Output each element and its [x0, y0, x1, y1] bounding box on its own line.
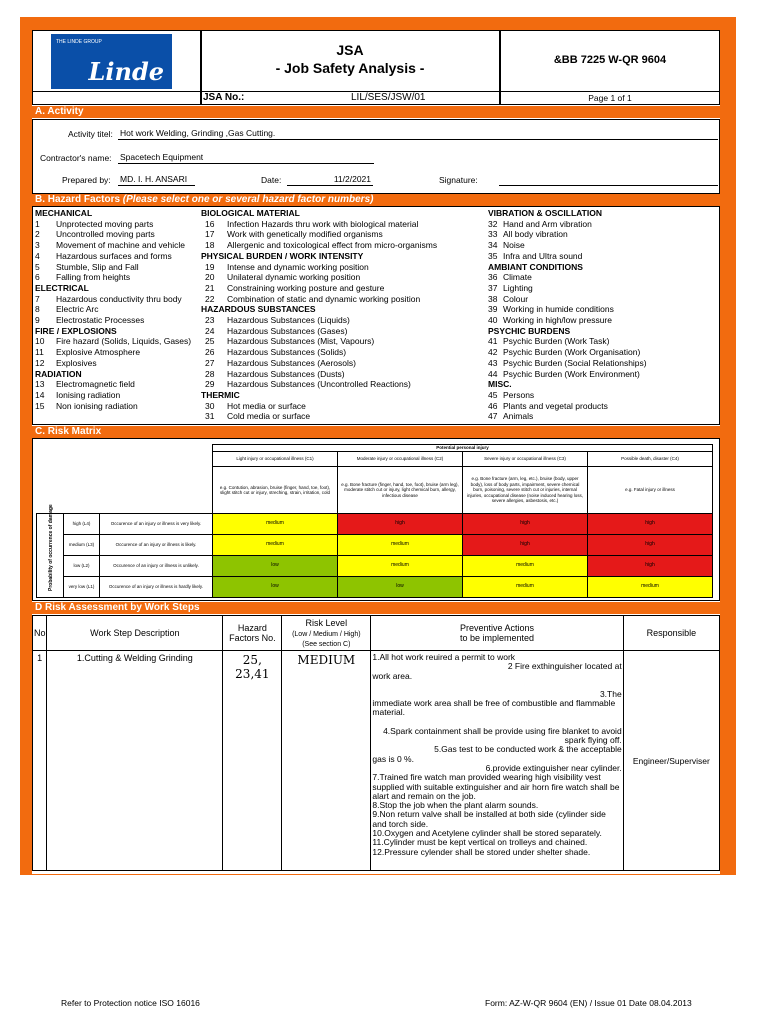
- jsa-no-label: JSA No.:: [203, 92, 245, 103]
- hazard-label: Electromagnetic field: [56, 379, 135, 390]
- preventive-action-line: work area.: [372, 670, 413, 681]
- work-step-row: [33, 651, 720, 871]
- hazard-label: Persons: [503, 389, 535, 400]
- hazard-number: 16: [205, 218, 215, 229]
- probability-axis-label: Probability of occurrence of damage: [48, 503, 54, 591]
- hazard-label: Electric Arc: [56, 304, 99, 315]
- hazard-number: 35: [488, 250, 498, 261]
- hazard-item: [488, 283, 647, 294]
- hazard-item: [35, 251, 191, 262]
- hazard-category-heading: RADIATION: [35, 368, 82, 379]
- hazard-label: Electrostatic Processes: [56, 315, 145, 326]
- hazard-number: 41: [488, 336, 498, 347]
- hazard-number: 9: [35, 315, 40, 326]
- preventive-action-line: 10.Oxygen and Acetylene cylinder shall be stored separately.: [372, 828, 602, 839]
- hazard-number: 8: [35, 304, 40, 315]
- hazard-item: [488, 369, 647, 380]
- hazard-item: [201, 315, 437, 326]
- potential-injury-header: Potential personal injury: [213, 445, 713, 452]
- hazard-category-heading: PSYCHIC BURDENS: [488, 325, 571, 336]
- page-number: Page 1 of 1: [588, 93, 632, 103]
- hazard-label: Infra and Ultra sound: [503, 250, 583, 261]
- hazard-column-2: [201, 208, 437, 422]
- hazard-number: 7: [35, 293, 40, 304]
- hazard-item: [488, 336, 647, 347]
- hazard-label: Movement of machine and vehicle: [56, 240, 185, 251]
- hazard-item: [35, 401, 191, 412]
- hazard-label: Hazardous conductivity thru body: [56, 293, 182, 304]
- probability-level: high (L4): [64, 514, 100, 535]
- hazard-item: [35, 294, 191, 305]
- hazard-number: 23: [205, 315, 215, 326]
- preventive-action-line: immediate work area shall be free of combustible and flammable material.: [372, 698, 616, 718]
- hazard-label: Psychic Burden (Work Organisation): [503, 347, 641, 358]
- hazard-category-heading: ELECTRICAL: [35, 282, 89, 293]
- hazard-item: [488, 229, 647, 240]
- hazard-category-heading: HAZARDOUS SUBSTANCES: [201, 304, 316, 315]
- hazard-number: 20: [205, 272, 215, 283]
- probability-description: Occurence of an injury or illness is very likely.: [100, 514, 213, 535]
- hazard-category-heading: BIOLOGICAL MATERIAL: [201, 208, 300, 218]
- hazard-item: [35, 390, 191, 401]
- hazard-label: Unilateral dynamic working position: [227, 272, 361, 283]
- hazard-number: 5: [35, 261, 40, 272]
- hazard-label: Unprotected moving parts: [56, 218, 154, 229]
- hazard-column-1: [35, 208, 191, 411]
- probability-description: Occurence of an injury or illness is hardly likely.: [100, 577, 213, 598]
- hazard-number: 40: [488, 315, 498, 326]
- hazard-label: Uncontrolled moving parts: [56, 229, 155, 240]
- work-step-no: 1: [33, 651, 47, 871]
- severity-header: Possible death, disaster (C4): [588, 452, 713, 467]
- hazard-label: Lighting: [503, 282, 533, 293]
- prepared-label: Prepared by:: [62, 175, 111, 185]
- hazard-label: Fire hazard (Solids, Liquids, Gases): [56, 336, 192, 347]
- risk-cell: high: [338, 514, 463, 535]
- preventive-action-line: 4.Spark containment shall be provide using fire blanket to avoid spark flying off.: [383, 725, 622, 746]
- hazard-number: 27: [205, 357, 215, 368]
- work-step-hazards: 25, 23,41: [223, 651, 282, 871]
- hazard-label: Working in high/low pressure: [503, 315, 612, 326]
- hazard-item: [201, 240, 437, 251]
- risk-matrix-row: [37, 514, 713, 535]
- col-header-risk: Risk Level (Low / Medium / High) (See section C): [282, 616, 371, 651]
- hazard-item: [201, 326, 437, 337]
- risk-cell: low: [338, 577, 463, 598]
- hazard-number: 21: [205, 282, 215, 293]
- hazard-category-heading: FIRE / EXPLOSIONS: [35, 325, 117, 336]
- probability-level: low (L2): [64, 556, 100, 577]
- risk-cell: medium: [213, 535, 338, 556]
- hazard-label: Plants and vegetal products: [503, 400, 608, 411]
- hazard-number: 18: [205, 240, 215, 251]
- hazard-label: Cold media or surface: [227, 411, 311, 422]
- hazard-number: 32: [488, 218, 498, 229]
- preventive-action-line: 3.The: [599, 688, 622, 699]
- hazard-number: 29: [205, 379, 215, 390]
- risk-cell: medium: [213, 514, 338, 535]
- hazard-item: [201, 411, 437, 422]
- risk-cell: high: [463, 535, 588, 556]
- activity-title-field[interactable]: Hot work Welding, Grinding ,Gas Cutting.: [118, 128, 718, 140]
- hazard-item: [35, 229, 191, 240]
- risk-cell: low: [213, 556, 338, 577]
- probability-description: Occurence of an injury or illness is unlikely.: [100, 556, 213, 577]
- hazard-number: 43: [488, 357, 498, 368]
- hazard-number: 42: [488, 347, 498, 358]
- hazard-item: [488, 294, 647, 305]
- hazard-label: Combination of static and dynamic working position: [227, 293, 421, 304]
- risk-cell: low: [213, 577, 338, 598]
- preventive-action-line: gas is 0 %.: [372, 753, 414, 764]
- hazard-item: [201, 294, 437, 305]
- hazard-item: [35, 219, 191, 230]
- hazard-number: 3: [35, 240, 40, 251]
- hazard-label: Hazardous Substances (Solids): [227, 347, 347, 358]
- footer-protection-notice: Refer to Protection notice ISO 16016: [61, 998, 200, 1008]
- work-steps-table: [32, 615, 720, 871]
- hazard-item: [35, 315, 191, 326]
- hazard-number: 4: [35, 250, 40, 261]
- hazard-number: 11: [35, 347, 44, 358]
- hazard-label: Hazardous surfaces and forms: [56, 250, 172, 261]
- hazard-label: Allergenic and toxicological effect from micro-organisms: [227, 240, 438, 251]
- preventive-action-line: 9.Non return valve shall be installed at both side (cylinder side and torch side.: [372, 809, 606, 829]
- hazard-number: 31: [205, 411, 215, 422]
- hazard-number: 13: [35, 379, 45, 390]
- hazard-number: 39: [488, 304, 498, 315]
- hazard-label: Work with genetically modified organisms: [227, 229, 383, 240]
- hazard-label: Climate: [503, 272, 532, 283]
- hazard-item: [201, 262, 437, 273]
- hazard-category-heading: MECHANICAL: [35, 208, 93, 218]
- severity-header: Severe injury or occupational illness (C3): [463, 452, 588, 467]
- date-label: Date:: [261, 175, 282, 185]
- hazard-number: 37: [488, 282, 498, 293]
- signature-field[interactable]: [499, 174, 718, 186]
- hazard-item: [35, 272, 191, 283]
- hazard-item: [201, 369, 437, 380]
- hazard-number: 47: [488, 411, 498, 422]
- risk-matrix-row: [37, 535, 713, 556]
- hazard-label: Stumble, Slip and Fall: [56, 261, 139, 272]
- hazard-label: Noise: [503, 240, 525, 251]
- hazard-number: 12: [35, 357, 45, 368]
- hazard-column-3: [488, 208, 647, 422]
- hazard-item: [488, 315, 647, 326]
- hazard-label: Hand and Arm vibration: [503, 218, 592, 229]
- hazard-label: Explosive Atmosphere: [56, 347, 141, 358]
- hazard-label: Psychic Burden (Work Task): [503, 336, 610, 347]
- col-header-responsible: Responsible: [623, 616, 719, 651]
- hazard-number: 2: [35, 229, 40, 240]
- date-field[interactable]: 11/2/2021: [287, 174, 373, 186]
- severity-example: e.g. Contution, abrasion, bruise (finger, hand, toe, foot), slight stitch cut or injury, streching, strain, irritation, cold: [213, 467, 338, 514]
- preventive-action-line: 2 Fire exthinguisher located at: [507, 661, 622, 672]
- hazard-label: Ionising radiation: [56, 389, 121, 400]
- hazard-item: [201, 272, 437, 283]
- risk-cell: high: [588, 514, 713, 535]
- hazard-category-heading: MISC.: [488, 379, 512, 390]
- preventive-action-line: 6.provide extinguisher near cylinder.: [485, 762, 622, 773]
- hazard-label: Hot media or surface: [227, 400, 306, 411]
- preventive-action-line: 7.Trained fire watch man provided wearing high visibility vest supplied with suitable extinguisher and air horn fire watch shall be alart and remain on the job.: [372, 772, 620, 801]
- risk-cell: high: [463, 514, 588, 535]
- hazard-item: [488, 240, 647, 251]
- section-b-header: B. Hazard Factors (Please select one or several hazard factor numbers): [32, 194, 720, 206]
- hazard-category-heading: THERMIC: [201, 389, 240, 400]
- risk-cell: medium: [588, 577, 713, 598]
- hazard-item: [35, 240, 191, 251]
- risk-cell: medium: [338, 535, 463, 556]
- hazard-number: 24: [205, 325, 215, 336]
- work-step-actions: [371, 651, 623, 871]
- hazard-item: [201, 229, 437, 240]
- hazard-number: 36: [488, 272, 498, 283]
- hazard-label: Psychic Burden (Social Relationships): [503, 357, 647, 368]
- hazard-number: 44: [488, 368, 498, 379]
- hazard-category-heading: PHYSICAL BURDEN / WORK INTENSITY: [201, 250, 364, 261]
- hazard-number: 17: [205, 229, 215, 240]
- hazard-item: [201, 379, 437, 390]
- hazard-item: [201, 358, 437, 369]
- hazard-label: Explosives: [56, 357, 97, 368]
- hazard-label: Hazardous Substances (Dusts): [227, 368, 345, 379]
- hazard-number: 14: [35, 389, 45, 400]
- page-title: JSA: [336, 42, 364, 58]
- hazard-item: [35, 336, 191, 347]
- section-d-header: D Risk Assessment by Work Steps: [32, 602, 720, 614]
- hazard-item: [35, 304, 191, 315]
- hazard-number: 19: [205, 261, 215, 272]
- hazard-label: Constraining working posture and gesture: [227, 282, 385, 293]
- hazard-number: 25: [205, 336, 215, 347]
- hazard-number: 45: [488, 389, 498, 400]
- risk-cell: medium: [338, 556, 463, 577]
- hazard-label: Hazardous Substances (Aerosols): [227, 357, 356, 368]
- hazard-item: [488, 304, 647, 315]
- hazard-number: 22: [205, 293, 215, 304]
- preventive-action-line: 12.Pressure cylender shall be stored under shelter shade.: [372, 846, 591, 857]
- document-code: &BB 7225 W-QR 9604: [553, 54, 667, 66]
- col-header-hazard: Hazard Factors No.: [223, 616, 282, 651]
- hazard-label: Working in humide conditions: [503, 304, 614, 315]
- risk-cell: high: [588, 535, 713, 556]
- hazard-item: [201, 219, 437, 230]
- preventive-action-line: 5.Gas test to be conducted work & the acceptable: [434, 744, 622, 755]
- probability-level: very low (L1): [64, 577, 100, 598]
- severity-example: e.g. Bone fracture (finger, hand, toe, foot), bruise (arm leg), moderate stitch cut or injury, light chemical burn, allergy, infectious disease: [338, 467, 463, 514]
- severity-example: e.g. Fatal injury or illness: [588, 467, 713, 514]
- probability-level: medium (L3): [64, 535, 100, 556]
- hazard-item: [488, 219, 647, 230]
- work-step-risk: MEDIUM: [282, 651, 371, 871]
- hazard-number: 46: [488, 400, 498, 411]
- hazard-item: [201, 336, 437, 347]
- hazard-label: Animals: [503, 411, 534, 422]
- hazard-number: 15: [35, 400, 45, 411]
- hazard-label: Non ionising radiation: [56, 400, 138, 411]
- hazard-label: Intense and dynamic working position: [227, 261, 369, 272]
- hazard-item: [488, 251, 647, 262]
- hazard-label: Hazardous Substances (Mist, Vapours): [227, 336, 375, 347]
- risk-cell: medium: [463, 556, 588, 577]
- col-header-preventive: Preventive Actions to be implemented: [371, 616, 623, 651]
- hazard-number: 34: [488, 240, 498, 251]
- severity-example: e.g. Bone fracture (arm, leg, etc.), bruise (body, upper body), loss of body parts, impairment, severe chemical burn, poisoning, severe stitch cut or injuries, internal injuries, occupational disease (noise induced hearing loss, severe allergies, asbestosis, etc.): [463, 467, 588, 514]
- hazard-item: [488, 272, 647, 283]
- hazard-label: Hazardous Substances (Liquids): [227, 315, 350, 326]
- jsa-no-value: LIL/SES/JSW/01: [351, 92, 426, 103]
- hazard-label: Falling from heights: [56, 272, 131, 283]
- hazard-item: [35, 262, 191, 273]
- risk-matrix-row: [37, 577, 713, 598]
- hazard-label: Hazardous Substances (Uncontrolled Reactions): [227, 379, 411, 390]
- risk-cell: high: [588, 556, 713, 577]
- hazard-item: [488, 411, 647, 422]
- footer-form-info: Form: AZ-W-QR 9604 (EN) / Issue 01 Date 08.04.2013: [485, 998, 692, 1008]
- contractor-label: Contractor's name:: [40, 153, 112, 163]
- hazard-item: [201, 401, 437, 412]
- hazard-number: 33: [488, 229, 498, 240]
- work-step-description: 1.Cutting & Welding Grinding: [47, 651, 223, 871]
- hazard-item: [35, 358, 191, 369]
- severity-header: Light injury or occupational illness (C1): [213, 452, 338, 467]
- hazard-item: [488, 358, 647, 369]
- hazard-item: [488, 401, 647, 412]
- hazard-item: [488, 347, 647, 358]
- probability-description: Occurence of an injury or illness is likely.: [100, 535, 213, 556]
- preventive-action-line: 11.Cylinder must be kept vertical on trolleys and chained.: [372, 837, 588, 848]
- hazard-item: [35, 347, 191, 358]
- work-step-responsible: Engineer/Superviser: [623, 651, 719, 871]
- contractor-field[interactable]: Spacetech Equipment: [118, 152, 374, 164]
- hazard-number: 1: [35, 218, 40, 229]
- preventive-action-line: 1.All hot work reuired a permit to work: [372, 652, 516, 662]
- hazard-label: Psychic Burden (Work Environment): [503, 368, 640, 379]
- page-subtitle: - Job Safety Analysis -: [275, 60, 425, 76]
- prepared-field[interactable]: MD. I. H. ANSARI: [118, 174, 195, 186]
- hazard-number: 6: [35, 272, 40, 283]
- risk-matrix: [36, 444, 713, 598]
- hazard-number: 26: [205, 347, 215, 358]
- section-c-header: C. Risk Matrix: [32, 426, 720, 438]
- hazard-category-heading: AMBIANT CONDITIONS: [488, 261, 583, 272]
- col-header-no: No: [33, 616, 47, 651]
- col-header-description: Work Step Description: [47, 616, 223, 651]
- severity-header: Moderate injury or occupational illness (C2): [338, 452, 463, 467]
- preventive-action-line: 8.Stop the job when the plant alarm sounds.: [372, 800, 539, 811]
- hazard-number: 28: [205, 368, 215, 379]
- hazard-label: All body vibration: [503, 229, 568, 240]
- hazard-item: [35, 379, 191, 390]
- linde-logo: THE LINDE GROUP Linde: [51, 34, 172, 89]
- signature-label: Signature:: [439, 175, 478, 185]
- hazard-number: 30: [205, 400, 215, 411]
- hazard-label: Hazardous Substances (Gases): [227, 325, 348, 336]
- section-a-header: A. Activity: [32, 106, 720, 118]
- activity-title-label: Activity titel:: [68, 129, 113, 139]
- hazard-item: [201, 283, 437, 294]
- hazard-category-heading: VIBRATION & OSCILLATION: [488, 208, 602, 218]
- hazard-label: Colour: [503, 293, 529, 304]
- hazard-number: 38: [488, 293, 498, 304]
- hazard-item: [201, 347, 437, 358]
- risk-matrix-row: [37, 556, 713, 577]
- hazard-number: 10: [35, 336, 45, 347]
- hazard-label: Infection Hazards thru work with biological material: [227, 218, 419, 229]
- hazard-item: [488, 390, 647, 401]
- risk-cell: medium: [463, 577, 588, 598]
